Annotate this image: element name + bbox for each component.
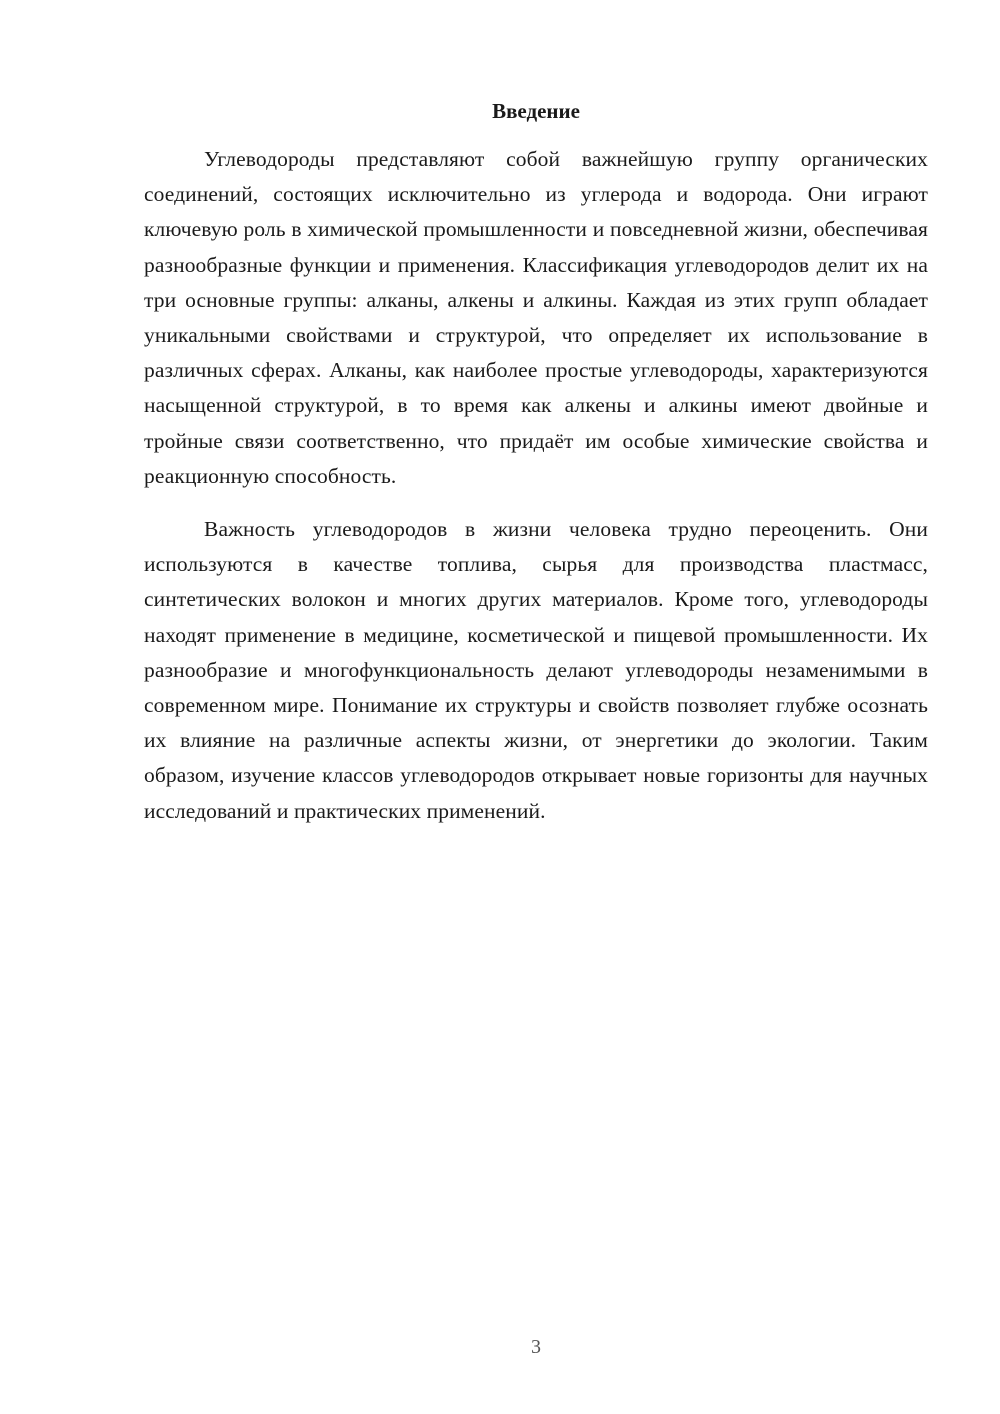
body-text [144, 142, 928, 829]
section-title: Введение [492, 99, 580, 123]
paragraph-importance: Важность углеводородов в жизни человека трудно переоценить. Они используются в качестве топлива, сырья для производства пластмасс, синтетических волокон и многих других материалов. Кроме того, углеводороды находят применение в медицине, косметической и пищевой промышленности. Их разнообразие и многофункциональность делают углеводороды незаменимыми в современном мире. Понимание их структуры и свойств позволяет глубже осознать их влияние на различные аспекты жизни, от энергетики до экологии. Таким образом, изучение классов углеводородов открывает новые горизонты для научных исследований и практических применений. [144, 517, 928, 823]
page-number: 3 [531, 1336, 541, 1358]
paragraph-intro: Углеводороды представляют собой важнейшую группу органических соединений, состоящих исключительно из углерода и водорода. Они играют ключевую роль в химической промышленности и повседневной жизни, обеспечивая разнообразные функции и применения. Классификация углеводородов делит их на три основные группы: алканы, алкены и алкины. Каждая из этих групп обладает уникальными свойствами и структурой, что определяет их использование в различных сферах. Алканы, как наиболее простые углеводороды, характеризуются насыщенной структурой, в то время как алкены и алкины имеют двойные и тройные связи соответственно, что придаёт им особые химические свойства и реакционную способность. [144, 147, 928, 488]
